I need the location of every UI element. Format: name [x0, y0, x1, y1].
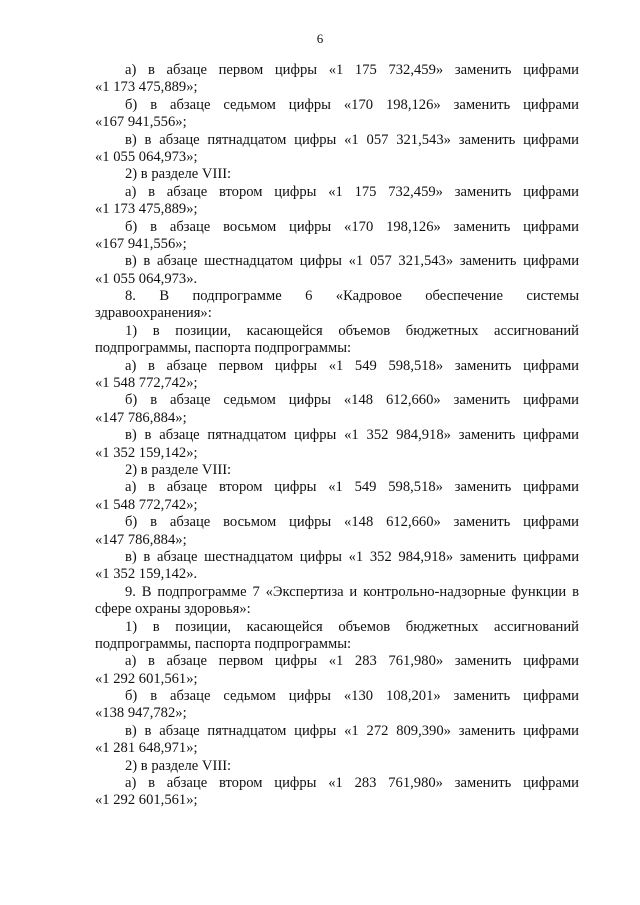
text-line: б) в абзаце седьмом цифры «148 612,660» заменить цифрами: [125, 392, 579, 409]
text-line: «1 548 772,742»;: [95, 375, 198, 392]
text-line: «1 055 064,973»;: [95, 148, 198, 165]
text-line: «1 173 475,889»;: [95, 79, 198, 96]
text-line: 2) в разделе VIII:: [125, 757, 232, 774]
text-line: в) в абзаце пятнадцатом цифры «1 272 809,390» заменить цифрами: [125, 722, 579, 739]
text-line: «147 786,884»;: [95, 409, 187, 426]
text-line: «1 352 159,142»;: [95, 444, 198, 461]
text-line: 2) в разделе VIII:: [125, 461, 232, 478]
text-line: 8. В подпрограмме 6 «Кадровое обеспечение системы: [125, 288, 579, 305]
text-line: 1) в позиции, касающейся объемов бюджетных ассигнований: [125, 322, 579, 339]
text-line: подпрограммы, паспорта подпрограммы:: [95, 340, 352, 357]
text-line: 2) в разделе VIII:: [125, 166, 232, 183]
text-line: «167 941,556»;: [95, 114, 187, 131]
text-line: «1 292 601,561»;: [95, 670, 198, 687]
document-body: [95, 62, 579, 810]
text-line: «167 941,556»;: [95, 235, 187, 252]
text-line: «1 173 475,889»;: [95, 201, 198, 218]
text-line: «147 786,884»;: [95, 531, 187, 548]
text-line: б) в абзаце восьмом цифры «148 612,660» заменить цифрами: [125, 514, 579, 531]
text-line: б) в абзаце седьмом цифры «130 108,201» заменить цифрами: [125, 688, 579, 705]
text-line: 1) в позиции, касающейся объемов бюджетных ассигнований: [125, 618, 579, 635]
text-line: а) в абзаце втором цифры «1 283 761,980» заменить цифрами: [125, 775, 579, 792]
page-number: 6: [316, 31, 324, 46]
text-line: б) в абзаце седьмом цифры «170 198,126» заменить цифрами: [125, 96, 579, 113]
text-line: «1 292 601,561»;: [95, 792, 198, 809]
text-line: в) в абзаце пятнадцатом цифры «1 057 321,543» заменить цифрами: [125, 131, 579, 148]
text-line: «1 055 064,973».: [95, 270, 198, 287]
text-line: а) в абзаце первом цифры «1 283 761,980» заменить цифрами: [125, 653, 579, 670]
text-line: «1 281 648,971»;: [95, 740, 198, 757]
text-line: здравоохранения»:: [95, 305, 212, 322]
text-line: а) в абзаце втором цифры «1 549 598,518» заменить цифрами: [125, 479, 579, 496]
text-line: в) в абзаце пятнадцатом цифры «1 352 984,918» заменить цифрами: [125, 427, 579, 444]
text-line: 9. В подпрограмме 7 «Экспертиза и контрольно-надзорные функции в: [125, 583, 579, 600]
text-line: «138 947,782»;: [95, 705, 187, 722]
text-line: а) в абзаце первом цифры «1 175 732,459» заменить цифрами: [125, 62, 579, 78]
text-line: «1 548 772,742»;: [95, 496, 198, 513]
text-line: а) в абзаце первом цифры «1 549 598,518» заменить цифрами: [125, 357, 579, 374]
text-line: «1 352 159,142».: [95, 566, 198, 583]
text-line: в) в абзаце шестнадцатом цифры «1 352 984,918» заменить цифрами: [125, 548, 579, 565]
text-line: в) в абзаце шестнадцатом цифры «1 057 321,543» заменить цифрами: [125, 253, 579, 270]
text-line: сфере охраны здоровья»:: [95, 601, 251, 618]
text-line: а) в абзаце втором цифры «1 175 732,459» заменить цифрами: [125, 183, 579, 200]
text-line: подпрограммы, паспорта подпрограммы:: [95, 635, 352, 652]
text-line: б) в абзаце восьмом цифры «170 198,126» заменить цифрами: [125, 218, 579, 235]
